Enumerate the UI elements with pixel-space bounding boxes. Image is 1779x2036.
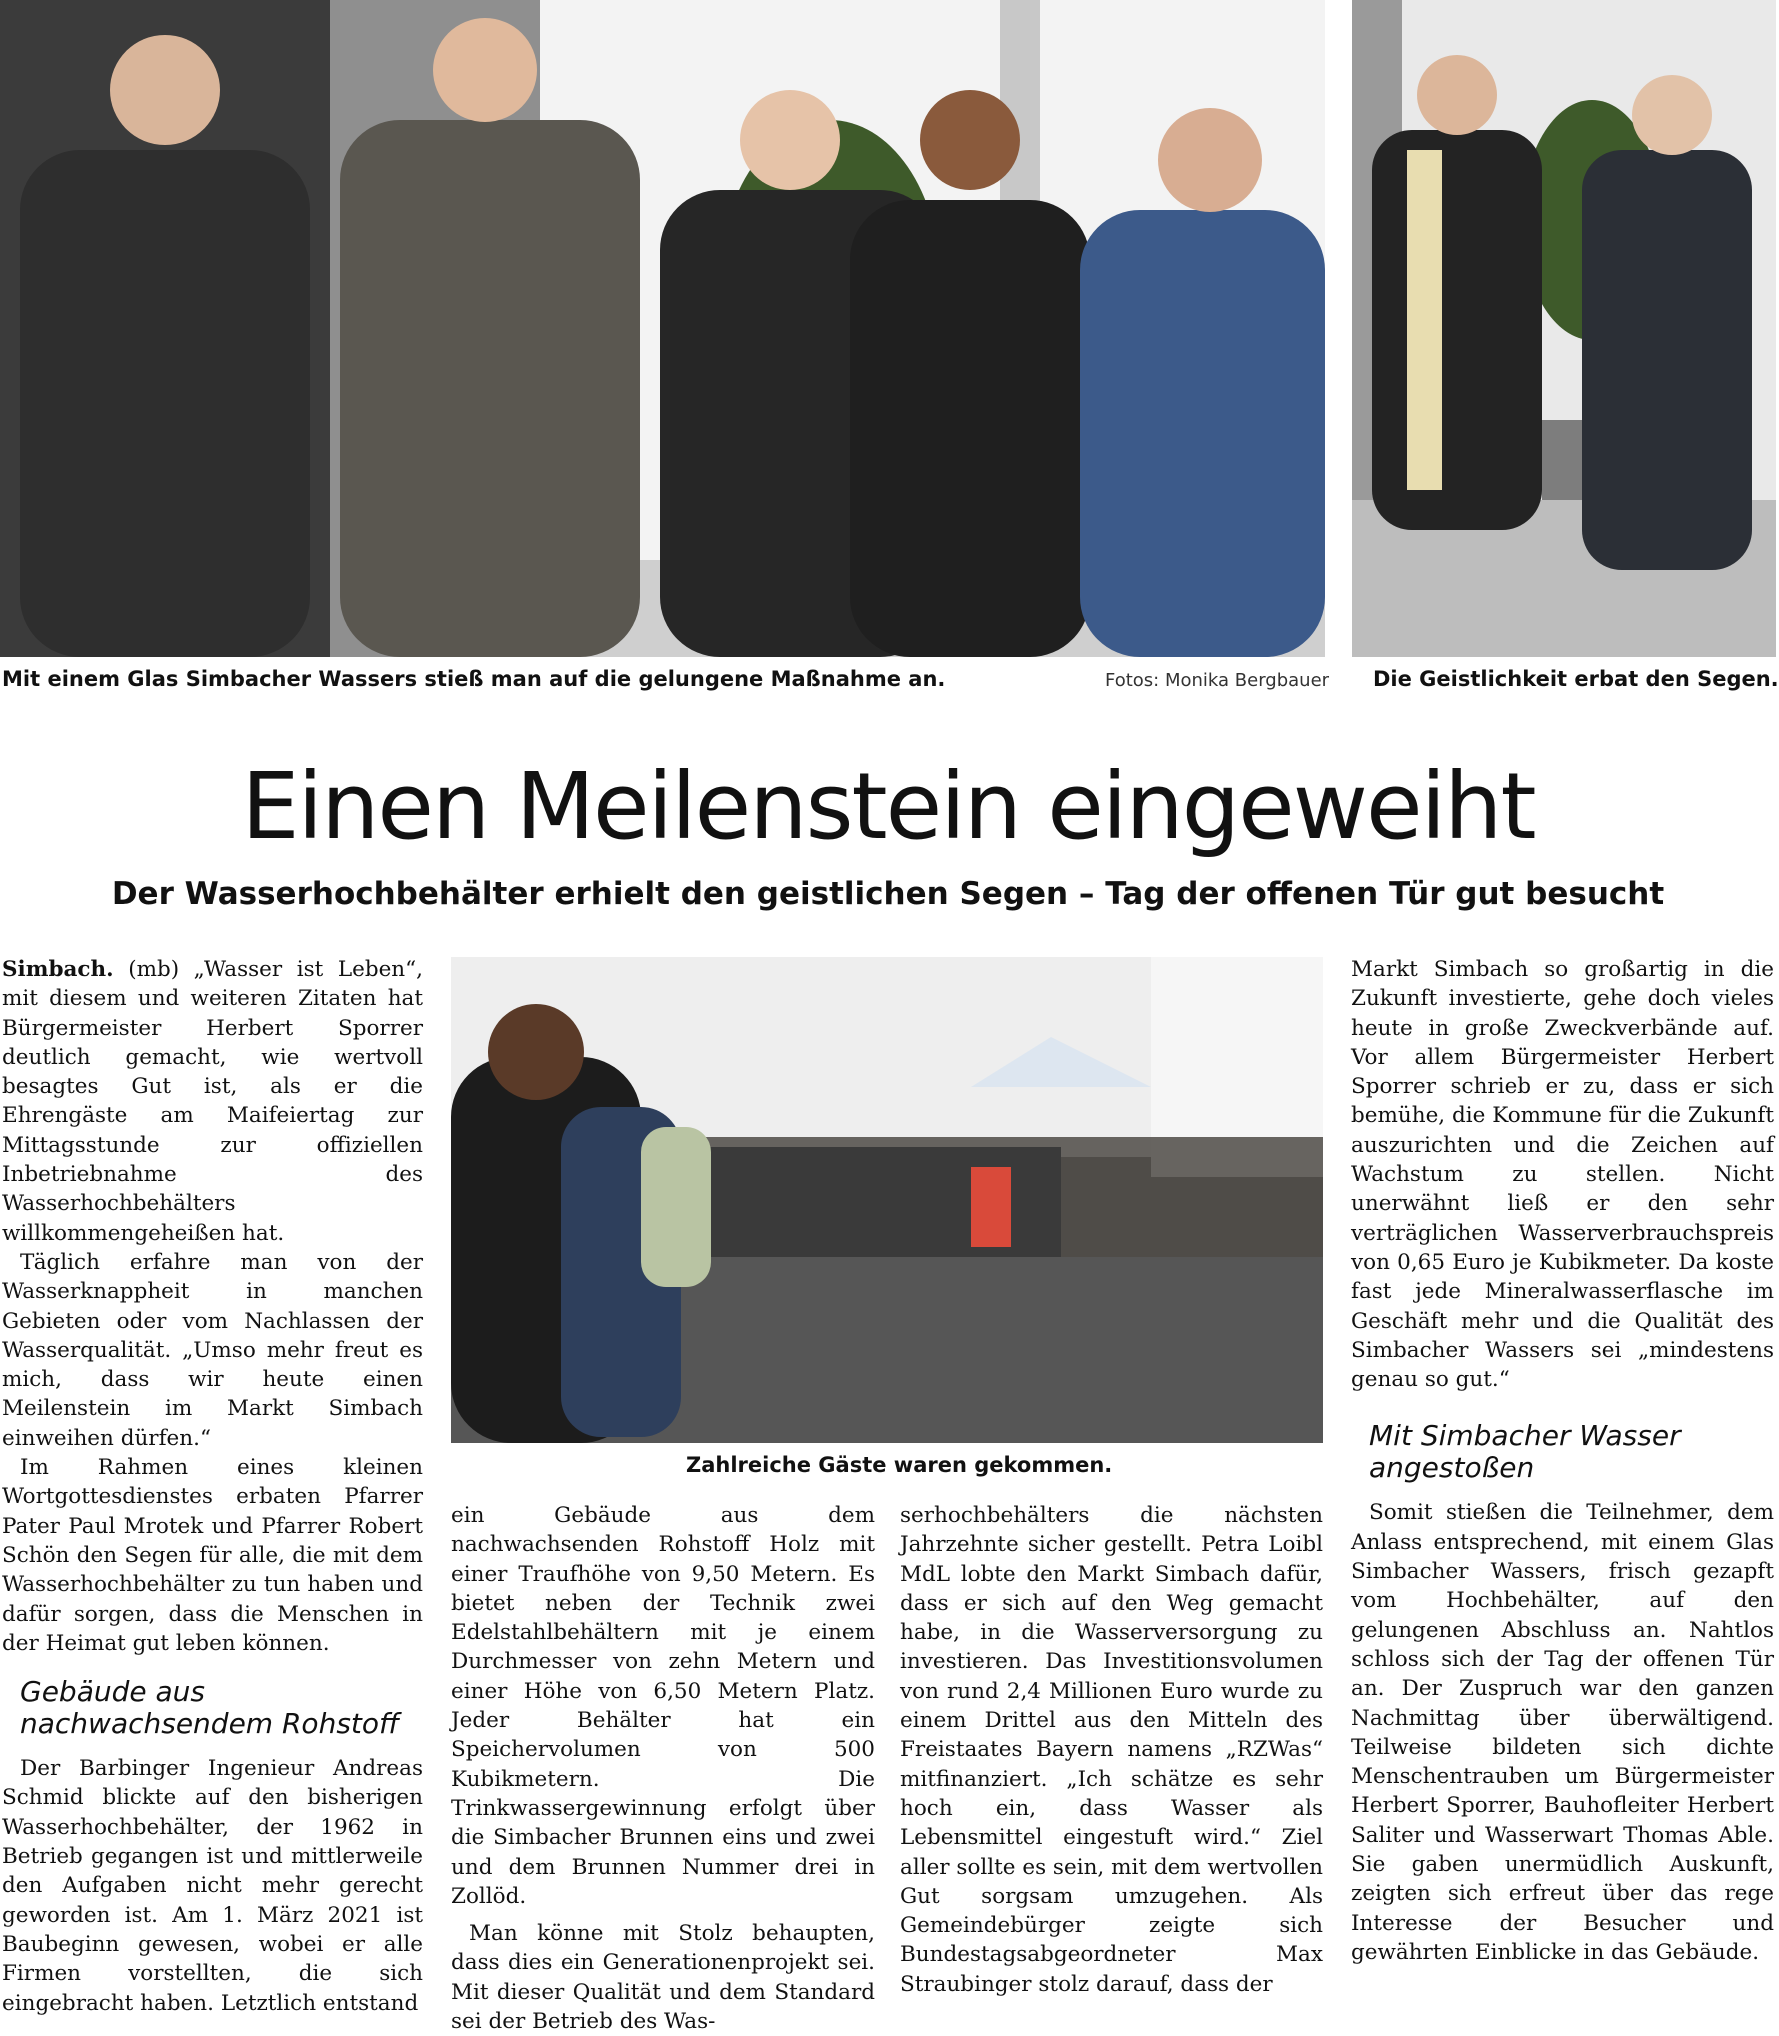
- headline: Einen Meilenstein eingeweiht: [241, 753, 1535, 860]
- photo-toast: [0, 0, 1325, 657]
- paragraph: Man könne mit Stolz behaupten, dass dies ein Generationenprojekt sei. Mit dieser Qualität und dem Standard sei der Betrieb des Was-: [451, 1921, 875, 2035]
- column-4: [1351, 955, 1774, 2003]
- paragraph: [2, 955, 423, 1248]
- column-1: [2, 955, 423, 2016]
- top-left-caption: Mit einem Glas Simbacher Wassers stieß man auf die gelungene Maßnahme an.: [2, 667, 946, 691]
- subhead-toast: Mit Simbacher Wasser angestoßen: [1369, 1419, 1681, 1485]
- paragraph: Markt Simbach so großartig in die Zukunft investierte, gehe doch vieles heute in große Zweckverbände auf. Vor allem Bürgermeister Herbert Sporrer schrieb er zu, dass er sich bemühe, die Kommune für die Zukunft auszurichten und die Zeichen auf Wachstum zu stellen. Nicht unerwähnt ließ er den sehr verträglichen Wasserverbrauchspreis von 0,65 Euro je Kubikmeter. Da koste fast jede Mineralwasserflasche im Geschäft mehr und die Qualität des Simbacher Wassers sei „mindestens genau so gut.“: [1351, 957, 1774, 1393]
- paragraph: Täglich erfahre man von der Wasserknappheit in manchen Gebieten oder vom Nachlassen der Wasserqualität. „Umso mehr freut es mich, dass wir heute einen Meilenstein im Markt Simbach einweihen dürfen.“: [2, 1249, 423, 1451]
- photo-credit: Fotos: Monika Bergbauer: [1105, 670, 1330, 691]
- paragraph: Somit stießen die Teilnehmer, dem Anlass entsprechend, mit einem Glas Simbacher Wassers, frisch gezapft vom Hochbehälter, auf den gelungenen Abschluss an. Nahtlos schloss sich der Tag der offenen Tür an. Der Zuspruch war den ganzen Nachmittag über überwältigend. Teilweise bildeten sich dichte Menschentrauben um Bürgermeister Herbert Sporrer, Bauhofleiter Herbert Saliter und Wasserwart Thomas Able. Sie gaben unermüdlich Auskunft, zeigten sich erfreut über das rege Interesse der Besucher und gewährten Einblicke in das Gebäude.: [1351, 1500, 1774, 1965]
- paragraph: serhochbehälters die nächsten Jahrzehnte sicher gestellt. Petra Loibl MdL lobte den Markt Simbach dafür, dass er sich auf den Weg gemacht habe, in die Wasserversorgung zu investieren. Das Investitionsvolumen von rund 2,4 Millionen Euro wurde zu einem Drittel aus den Mitteln des Freistaates Bayern namens „RZWas“ mitfinanziert. „Ich schätze es sehr hoch ein, dass Wasser als Lebensmittel eingestuft wird.“ Ziel aller sollte es sein, mit dem wertvollen Gut sorgsam umzugehen. Als Gemeindebürger zeigte sich Bundestagsabgeordneter Max Straubinger stolz darauf, dass der: [900, 1503, 1323, 1997]
- subhead-building: Gebäude aus nachwachsendem Rohstoff: [20, 1675, 400, 1741]
- dateline: Simbach.: [2, 957, 114, 982]
- subheadline: Der Wasserhochbehälter erhielt den geistlichen Segen – Tag der offenen Tür gut besucht: [111, 876, 1665, 912]
- paragraph: Im Rahmen eines kleinen Wortgottesdienstes erbaten Pfarrer Pater Paul Mrotek und Pfarrer Robert Schön den Segen für alle, die mit dem Wasserhochbehälter zu tun haben und dafür sorgen, dass die Menschen in der Heimat gut leben können.: [2, 1455, 423, 1656]
- photo-crowd: [451, 957, 1323, 1443]
- top-right-caption: Die Geistlichkeit erbat den Segen.: [1373, 667, 1779, 691]
- column-2: [451, 1501, 875, 2035]
- paragraph: ein Gebäude aus dem nachwachsenden Rohstoff Holz mit einer Traufhöhe von 9,50 Metern. Es bietet neben der Technik zwei Edelstahlbehältern mit je einem Durchmesser von zehn Metern und einer Höhe von 6,50 Metern Platz. Jeder Behälter hat ein Speichervolumen von 500 Kubikmetern. Die Trinkwassergewinnung erfolgt über die Simbacher Brunnen eins und zwei und dem Brunnen Nummer drei in Zollöd.: [451, 1503, 875, 1909]
- middle-caption: Zahlreiche Gäste waren gekommen.: [686, 1453, 1113, 1477]
- paragraph-text: (mb) „Wasser ist Leben“, mit diesem und weiteren Zitaten hat Bürgermeister Herbert Sporrer deutlich gemacht, wie wertvoll besagtes Gut ist, als er die Ehrengäste am Maifeiertag zur Mittagsstunde zur offiziellen Inbetriebnahme des Wasserhochbehälters willkommengeheißen hat.: [2, 957, 423, 1246]
- photo-blessing: [1352, 0, 1776, 657]
- column-3: [900, 1501, 1323, 2003]
- paragraph: Der Barbinger Ingenieur Andreas Schmid blickte auf den bisherigen Wasserhochbehälter, der 1962 in Betrieb gegangen ist und mittlerweile den Aufgaben nicht mehr gerecht geworden ist. Am 1. März 2021 ist Baubeginn gewesen, wobei er alle Firmen vorstellten, die sich eingebracht haben. Letztlich entstand: [2, 1756, 423, 2016]
